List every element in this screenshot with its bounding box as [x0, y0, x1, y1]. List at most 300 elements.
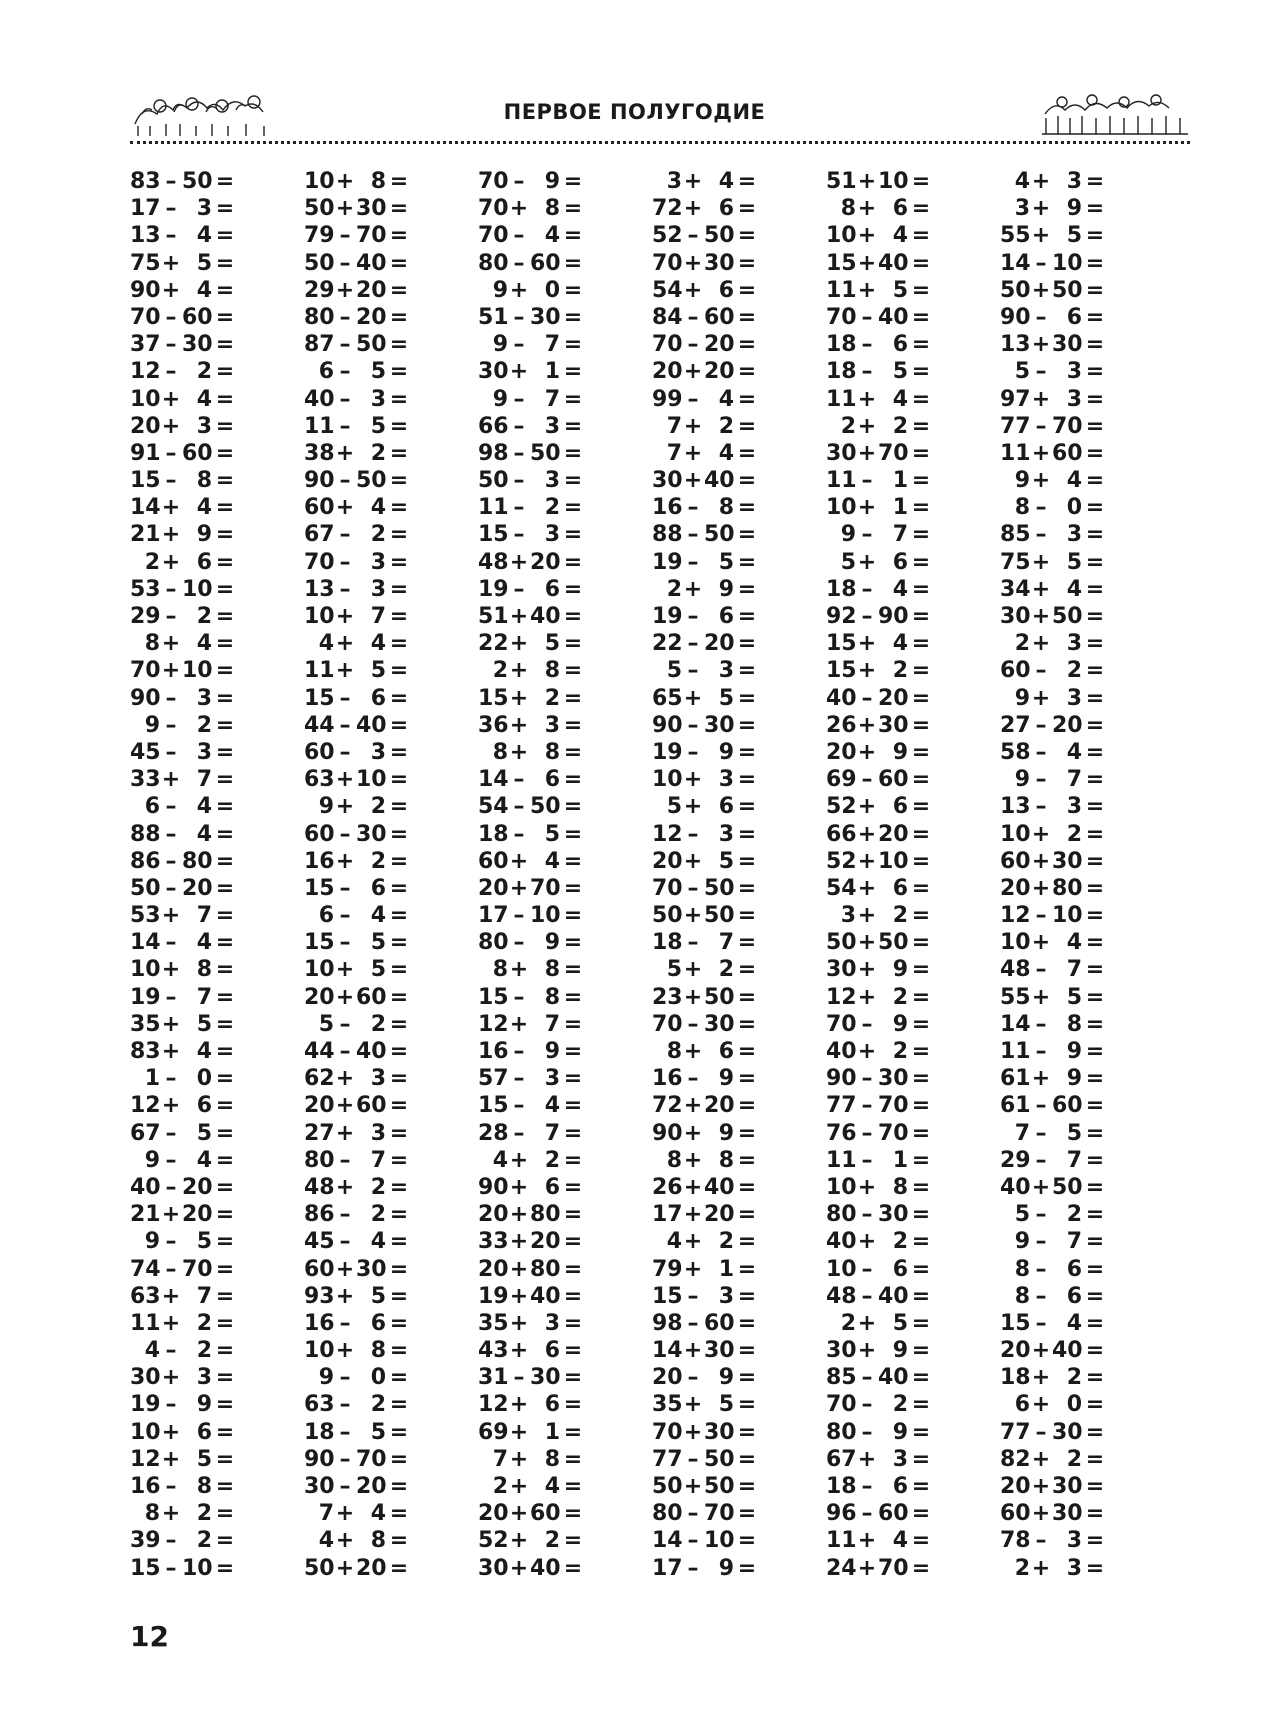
math-exercise: 51 – 30 = [478, 304, 583, 330]
math-exercise: 80 – 9 = [826, 1419, 931, 1445]
math-exercise: 65 + 5 = [652, 685, 757, 711]
math-exercise: 12 + 5 = [130, 1446, 235, 1472]
math-exercise: 10 + 7 = [304, 604, 409, 629]
math-exercise: 10 + 3 = [652, 767, 757, 793]
math-exercise: 9 – 4 = [144, 1147, 235, 1173]
math-exercise: 60 – 3 = [304, 739, 409, 765]
math-exercise: 15 – 6 = [304, 875, 409, 901]
math-exercise: 19 – 9 = [652, 739, 757, 765]
math-exercise: 14 + 30 = [652, 1338, 757, 1364]
math-exercise: 80 – 9 = [478, 930, 583, 956]
math-exercise: 75 + 5 = [1000, 549, 1105, 575]
math-exercise: 39 – 2 = [130, 1528, 235, 1554]
math-exercise: 30 + 70 = [826, 440, 931, 466]
math-exercise: 90 – 30 = [652, 712, 757, 738]
math-exercise: 34 + 4 = [1000, 576, 1105, 602]
math-exercise: 18 – 6 = [826, 1474, 931, 1499]
math-exercise: 15 + 2 = [826, 658, 931, 684]
math-exercise: 4 + 4 = [318, 631, 409, 657]
math-exercise: 80 – 60 = [478, 250, 583, 276]
math-exercise: 18 + 2 = [1000, 1365, 1105, 1391]
math-exercise: 69 + 1 = [478, 1419, 583, 1445]
math-exercise: 80 – 20 = [304, 304, 409, 330]
math-exercise: 82 + 2 = [1000, 1446, 1105, 1472]
math-exercise: 5 – 2 = [1014, 1202, 1105, 1228]
math-exercise: 8 + 8 = [666, 1147, 757, 1173]
math-exercise: 19 – 5 = [652, 549, 757, 575]
math-exercise: 11 + 4 = [826, 1528, 931, 1554]
math-exercise: 7 + 8 = [492, 1446, 583, 1472]
math-exercise: 88 – 50 = [652, 522, 757, 548]
math-exercise: 33 + 7 = [130, 767, 235, 793]
page-header [0, 70, 1269, 150]
math-exercise: 5 – 3 = [1014, 359, 1105, 385]
math-exercise: 63 + 10 = [304, 767, 409, 793]
math-exercise: 35 + 5 = [130, 1011, 235, 1037]
math-exercise: 15 – 8 = [478, 984, 583, 1010]
math-exercise: 10 + 5 = [304, 957, 409, 983]
math-exercise: 14 – 10 = [1000, 250, 1105, 276]
math-exercise: 60 + 4 = [304, 495, 409, 521]
math-exercise: 19 + 40 = [478, 1283, 583, 1309]
math-exercise: 23 + 50 = [652, 984, 757, 1010]
math-exercise: 35 + 5 = [652, 1392, 757, 1418]
math-exercise: 50 + 20 = [304, 1555, 409, 1581]
math-exercise: 20 – 9 = [652, 1365, 757, 1391]
math-exercise: 78 – 3 = [1000, 1528, 1105, 1554]
exercise-grid [130, 168, 1170, 1582]
math-exercise: 52 + 6 = [826, 794, 931, 820]
math-exercise: 61 + 9 = [1000, 1066, 1105, 1092]
math-exercise: 70 – 20 = [652, 332, 757, 358]
math-exercise: 11 – 2 = [478, 495, 583, 521]
math-exercise: 90 – 6 = [1000, 304, 1105, 330]
math-exercise: 67 – 5 = [130, 1120, 235, 1146]
math-exercise: 15 – 8 = [130, 468, 235, 494]
math-exercise: 77 – 30 = [1000, 1419, 1105, 1445]
math-exercise: 40 + 2 = [826, 1229, 931, 1255]
math-exercise: 11 + 60 = [1000, 440, 1105, 466]
math-exercise: 91 – 60 = [130, 440, 235, 466]
math-exercise: 17 + 20 = [652, 1202, 757, 1228]
math-exercise: 48 – 7 = [1000, 957, 1105, 983]
math-exercise: 18 – 5 = [826, 359, 931, 385]
math-exercise: 40 – 3 = [304, 386, 409, 412]
math-exercise: 77 – 70 = [826, 1093, 931, 1119]
math-exercise: 29 – 2 = [130, 604, 235, 629]
math-exercise: 11 + 4 = [826, 386, 931, 412]
math-exercise: 13 – 4 = [130, 223, 235, 249]
page-number: 12 [130, 1620, 169, 1653]
math-exercise: 20 + 80 = [478, 1202, 583, 1228]
math-exercise: 15 + 4 = [826, 631, 931, 657]
math-exercise: 9 – 7 = [1014, 1229, 1105, 1255]
math-exercise: 79 – 70 = [304, 223, 409, 249]
math-exercise: 60 – 30 = [304, 821, 409, 847]
math-exercise: 87 – 50 = [304, 332, 409, 358]
math-exercise: 2 + 2 = [840, 413, 931, 439]
math-exercise: 14 – 6 = [478, 767, 583, 793]
math-exercise: 58 – 4 = [1000, 739, 1105, 765]
math-exercise: 4 + 3 = [1014, 169, 1105, 194]
math-exercise: 9 – 7 = [1014, 767, 1105, 793]
math-exercise: 10 + 4 = [1000, 930, 1105, 956]
math-exercise: 88 – 4 = [130, 821, 235, 847]
math-exercise: 6 – 4 = [318, 903, 409, 929]
math-exercise: 14 + 4 = [130, 495, 235, 521]
math-exercise: 70 + 30 = [652, 1419, 757, 1445]
math-exercise: 2 + 3 = [1014, 1555, 1105, 1581]
math-exercise: 50 – 3 = [478, 468, 583, 494]
math-exercise: 86 – 80 = [130, 848, 235, 874]
math-exercise: 63 + 7 = [130, 1283, 235, 1309]
math-exercise: 12 + 6 = [478, 1392, 583, 1418]
math-exercise: 18 – 6 = [826, 332, 931, 358]
math-exercise: 20 + 80 = [1000, 875, 1105, 901]
math-exercise: 30 + 9 = [826, 957, 931, 983]
math-exercise: 40 + 2 = [826, 1039, 931, 1064]
math-exercise: 9 – 7 = [840, 522, 931, 548]
math-exercise: 29 – 7 = [1000, 1147, 1105, 1173]
math-exercise: 10 + 8 = [826, 1174, 931, 1200]
math-exercise: 6 – 4 = [144, 794, 235, 820]
math-exercise: 14 – 4 = [130, 930, 235, 956]
math-exercise: 7 + 4 = [666, 440, 757, 466]
math-exercise: 86 – 2 = [304, 1202, 409, 1228]
math-exercise: 26 + 40 = [652, 1174, 757, 1200]
math-exercise: 61 – 60 = [1000, 1093, 1105, 1119]
math-exercise: 44 – 40 = [304, 712, 409, 738]
math-exercise: 43 + 6 = [478, 1338, 583, 1364]
math-exercise: 22 + 5 = [478, 631, 583, 657]
math-exercise: 55 + 5 = [1000, 984, 1105, 1010]
math-exercise: 12 – 10 = [1000, 903, 1105, 929]
math-exercise: 3 + 4 = [666, 169, 757, 194]
math-exercise: 13 + 30 = [1000, 332, 1105, 358]
math-exercise: 8 + 8 = [492, 957, 583, 983]
math-exercise: 72 + 20 = [652, 1093, 757, 1119]
math-exercise: 30 + 3 = [130, 1365, 235, 1391]
math-exercise: 20 + 70 = [478, 875, 583, 901]
math-exercise: 10 + 8 = [304, 1338, 409, 1364]
math-exercise: 80 – 7 = [304, 1147, 409, 1173]
math-exercise: 18 – 7 = [652, 930, 757, 956]
math-exercise: 11 – 1 = [826, 1147, 931, 1173]
math-exercise: 29 + 20 = [304, 277, 409, 303]
math-exercise: 20 + 80 = [478, 1256, 583, 1282]
math-exercise: 20 + 60 = [304, 1093, 409, 1119]
math-exercise: 20 + 5 = [652, 848, 757, 874]
math-exercise: 45 – 3 = [130, 739, 235, 765]
math-exercise: 60 + 30 = [304, 1256, 409, 1282]
math-exercise: 90 – 30 = [826, 1066, 931, 1092]
math-exercise: 11 – 5 = [304, 413, 409, 439]
math-exercise: 98 – 60 = [652, 1310, 757, 1336]
math-exercise: 50 + 50 = [1000, 277, 1105, 303]
math-exercise: 48 + 20 = [478, 549, 583, 575]
math-exercise: 55 + 5 = [1000, 223, 1105, 249]
math-exercise: 67 – 2 = [304, 522, 409, 548]
math-exercise: 50 – 20 = [130, 875, 235, 901]
math-exercise: 8 + 6 = [840, 196, 931, 222]
math-exercise: 90 + 4 = [130, 277, 235, 303]
math-exercise: 70 – 50 = [652, 875, 757, 901]
math-exercise: 2 + 6 = [144, 549, 235, 575]
math-exercise: 15 – 5 = [304, 930, 409, 956]
math-exercise: 5 – 2 = [318, 1011, 409, 1037]
math-exercise: 70 – 9 = [478, 169, 583, 194]
math-exercise: 48 – 40 = [826, 1283, 931, 1309]
math-exercise: 60 + 30 = [1000, 1501, 1105, 1527]
math-exercise: 90 + 9 = [652, 1120, 757, 1146]
page-title: ПЕРВОЕ ПОЛУГОДИЕ [503, 100, 766, 124]
math-exercise: 20 + 20 = [652, 359, 757, 385]
math-exercise: 2 + 4 = [492, 1474, 583, 1499]
math-exercise: 4 + 2 = [492, 1147, 583, 1173]
math-exercise: 70 – 4 = [478, 223, 583, 249]
math-exercise: 2 + 3 = [1014, 631, 1105, 657]
math-exercise: 60 + 30 = [1000, 848, 1105, 874]
math-exercise: 10 + 6 = [130, 1419, 235, 1445]
math-exercise: 76 – 70 = [826, 1120, 931, 1146]
math-exercise: 26 + 30 = [826, 712, 931, 738]
math-exercise: 7 + 4 = [318, 1501, 409, 1527]
animals-illustration-icon [1040, 84, 1190, 139]
math-exercise: 21 + 9 = [130, 522, 235, 548]
math-exercise: 9 + 0 = [492, 277, 583, 303]
math-exercise: 30 + 40 = [652, 468, 757, 494]
math-exercise: 12 + 7 = [478, 1011, 583, 1037]
math-exercise: 9 – 2 = [144, 712, 235, 738]
math-exercise: 17 – 3 = [130, 196, 235, 222]
math-exercise: 10 + 4 = [130, 386, 235, 412]
math-exercise: 50 + 50 = [826, 930, 931, 956]
math-exercise: 9 – 7 = [492, 386, 583, 412]
math-exercise: 5 + 6 = [666, 794, 757, 820]
math-exercise: 8 – 6 = [1014, 1256, 1105, 1282]
math-exercise: 45 – 4 = [304, 1229, 409, 1255]
math-exercise: 20 + 9 = [826, 739, 931, 765]
math-exercise: 40 + 50 = [1000, 1174, 1105, 1200]
math-exercise: 13 – 3 = [304, 576, 409, 602]
math-exercise: 30 + 9 = [826, 1338, 931, 1364]
math-exercise: 70 – 2 = [826, 1392, 931, 1418]
math-exercise: 18 – 5 = [478, 821, 583, 847]
math-exercise: 85 – 40 = [826, 1365, 931, 1391]
math-exercise: 83 – 50 = [130, 169, 235, 194]
math-exercise: 54 + 6 = [652, 277, 757, 303]
math-exercise: 9 + 3 = [1014, 685, 1105, 711]
math-exercise: 17 – 10 = [478, 903, 583, 929]
math-exercise: 15 – 10 = [130, 1555, 235, 1581]
math-exercise: 20 + 3 = [130, 413, 235, 439]
math-exercise: 10 – 6 = [826, 1256, 931, 1282]
math-exercise: 53 – 10 = [130, 576, 235, 602]
math-exercise: 15 + 2 = [478, 685, 583, 711]
math-exercise: 96 – 60 = [826, 1501, 931, 1527]
math-exercise: 77 – 50 = [652, 1446, 757, 1472]
math-exercise: 19 – 6 = [652, 604, 757, 629]
math-exercise: 97 + 3 = [1000, 386, 1105, 412]
math-exercise: 11 – 1 = [826, 468, 931, 494]
math-exercise: 66 – 3 = [478, 413, 583, 439]
math-exercise: 15 + 40 = [826, 250, 931, 276]
math-exercise: 90 – 50 = [304, 468, 409, 494]
math-exercise: 19 – 7 = [130, 984, 235, 1010]
math-exercise: 12 – 2 = [130, 359, 235, 385]
math-exercise: 37 – 30 = [130, 332, 235, 358]
math-exercise: 4 + 8 = [318, 1528, 409, 1554]
math-exercise: 98 – 50 = [478, 440, 583, 466]
math-exercise: 35 + 3 = [478, 1310, 583, 1336]
math-exercise: 84 – 60 = [652, 304, 757, 330]
math-exercise: 69 – 60 = [826, 767, 931, 793]
math-exercise: 15 – 4 = [1000, 1310, 1105, 1336]
math-exercise: 70 + 10 = [130, 658, 235, 684]
math-exercise: 70 + 8 = [478, 196, 583, 222]
math-exercise: 72 + 6 = [652, 196, 757, 222]
math-exercise: 10 + 8 = [304, 169, 409, 194]
math-exercise: 16 – 9 = [652, 1066, 757, 1092]
math-exercise: 6 + 0 = [1014, 1392, 1105, 1418]
math-exercise: 77 – 70 = [1000, 413, 1105, 439]
math-exercise: 3 + 2 = [840, 903, 931, 929]
math-exercise: 52 + 2 = [478, 1528, 583, 1554]
math-exercise: 5 + 6 = [840, 549, 931, 575]
math-exercise: 15 – 3 = [478, 522, 583, 548]
math-exercise: 54 – 50 = [478, 794, 583, 820]
math-exercise: 5 – 3 = [666, 658, 757, 684]
math-exercise: 53 + 7 = [130, 903, 235, 929]
math-exercise: 16 + 2 = [304, 848, 409, 874]
math-exercise: 12 + 6 = [130, 1093, 235, 1119]
math-exercise: 16 – 8 = [130, 1474, 235, 1499]
math-exercise: 90 + 6 = [478, 1174, 583, 1200]
math-exercise: 90 – 3 = [130, 685, 235, 711]
math-exercise: 14 – 10 = [652, 1528, 757, 1554]
math-exercise: 7 + 2 = [666, 413, 757, 439]
math-exercise: 52 + 10 = [826, 848, 931, 874]
math-exercise: 54 + 6 = [826, 875, 931, 901]
math-exercise: 70 + 30 = [652, 250, 757, 276]
math-exercise: 9 – 7 = [492, 332, 583, 358]
math-exercise: 18 – 5 = [304, 1419, 409, 1445]
math-exercise: 75 + 5 = [130, 250, 235, 276]
math-exercise: 62 + 3 = [304, 1066, 409, 1092]
math-exercise: 30 – 20 = [304, 1474, 409, 1499]
math-exercise: 27 + 3 = [304, 1120, 409, 1146]
math-exercise: 70 – 40 = [826, 304, 931, 330]
math-exercise: 13 – 3 = [1000, 794, 1105, 820]
math-exercise: 9 – 0 = [318, 1365, 409, 1391]
math-exercise: 57 – 3 = [478, 1066, 583, 1092]
math-exercise: 16 – 9 = [478, 1039, 583, 1064]
math-exercise: 8 + 4 = [144, 631, 235, 657]
math-exercise: 17 – 9 = [652, 1555, 757, 1581]
math-exercise: 11 + 5 = [304, 658, 409, 684]
math-exercise: 79 + 1 = [652, 1256, 757, 1282]
math-exercise: 50 + 50 = [652, 1474, 757, 1499]
math-exercise: 5 + 2 = [666, 957, 757, 983]
math-exercise: 50 – 40 = [304, 250, 409, 276]
math-exercise: 74 – 70 = [130, 1256, 235, 1282]
math-exercise: 70 – 60 = [130, 304, 235, 330]
math-exercise: 22 – 20 = [652, 631, 757, 657]
math-exercise: 67 + 3 = [826, 1446, 931, 1472]
math-exercise: 4 + 2 = [666, 1229, 757, 1255]
math-exercise: 38 + 2 = [304, 440, 409, 466]
math-exercise: 11 + 5 = [826, 277, 931, 303]
math-exercise: 3 + 9 = [1014, 196, 1105, 222]
math-exercise: 15 – 4 = [478, 1093, 583, 1119]
math-exercise: 15 – 3 = [652, 1283, 757, 1309]
math-exercise: 8 – 0 = [1014, 495, 1105, 521]
math-exercise: 93 + 5 = [304, 1283, 409, 1309]
math-exercise: 30 + 50 = [1000, 604, 1105, 629]
math-exercise: 10 + 4 = [826, 223, 931, 249]
math-exercise: 99 – 4 = [652, 386, 757, 412]
math-exercise: 7 – 5 = [1014, 1120, 1105, 1146]
math-exercise: 92 – 90 = [826, 604, 931, 629]
math-exercise: 8 + 2 = [144, 1501, 235, 1527]
math-exercise: 14 – 8 = [1000, 1011, 1105, 1037]
math-exercise: 9 + 2 = [318, 794, 409, 820]
math-exercise: 21 + 20 = [130, 1202, 235, 1228]
math-exercise: 30 + 40 = [478, 1555, 583, 1581]
math-exercise: 1 – 0 = [144, 1066, 235, 1092]
math-exercise: 80 – 30 = [826, 1202, 931, 1228]
math-exercise: 8 + 8 = [492, 739, 583, 765]
math-exercise: 36 + 3 = [478, 712, 583, 738]
math-exercise: 10 + 8 = [130, 957, 235, 983]
math-exercise: 31 – 30 = [478, 1365, 583, 1391]
math-exercise: 16 – 6 = [304, 1310, 409, 1336]
math-exercise: 10 + 1 = [826, 495, 931, 521]
math-exercise: 51 + 10 = [826, 169, 931, 194]
math-exercise: 90 – 70 = [304, 1446, 409, 1472]
math-exercise: 2 + 8 = [492, 658, 583, 684]
math-exercise: 70 – 3 = [304, 549, 409, 575]
math-exercise: 33 + 20 = [478, 1229, 583, 1255]
math-exercise: 19 – 6 = [478, 576, 583, 602]
math-exercise: 66 + 20 = [826, 821, 931, 847]
math-exercise: 70 – 9 = [826, 1011, 931, 1037]
math-exercise: 8 – 6 = [1014, 1283, 1105, 1309]
math-exercise: 18 – 4 = [826, 576, 931, 602]
math-exercise: 52 – 50 = [652, 223, 757, 249]
math-exercise: 12 – 3 = [652, 821, 757, 847]
math-exercise: 16 – 8 = [652, 495, 757, 521]
math-exercise: 40 – 20 = [826, 685, 931, 711]
math-exercise: 20 + 40 = [1000, 1338, 1105, 1364]
math-exercise: 2 + 5 = [840, 1310, 931, 1336]
math-exercise: 44 – 40 = [304, 1039, 409, 1064]
math-exercise: 50 + 30 = [304, 196, 409, 222]
math-exercise: 28 – 7 = [478, 1120, 583, 1146]
math-exercise: 48 + 2 = [304, 1174, 409, 1200]
math-exercise: 50 + 50 = [652, 903, 757, 929]
math-exercise: 60 + 4 = [478, 848, 583, 874]
math-exercise: 8 + 6 = [666, 1039, 757, 1064]
math-exercise: 11 + 2 = [130, 1310, 235, 1336]
math-exercise: 51 + 40 = [478, 604, 583, 629]
math-exercise: 9 – 5 = [144, 1229, 235, 1255]
math-exercise: 12 + 2 = [826, 984, 931, 1010]
math-exercise: 20 + 60 = [304, 984, 409, 1010]
math-exercise: 10 + 2 = [1000, 821, 1105, 847]
math-exercise: 85 – 3 = [1000, 522, 1105, 548]
math-exercise: 40 – 20 = [130, 1174, 235, 1200]
